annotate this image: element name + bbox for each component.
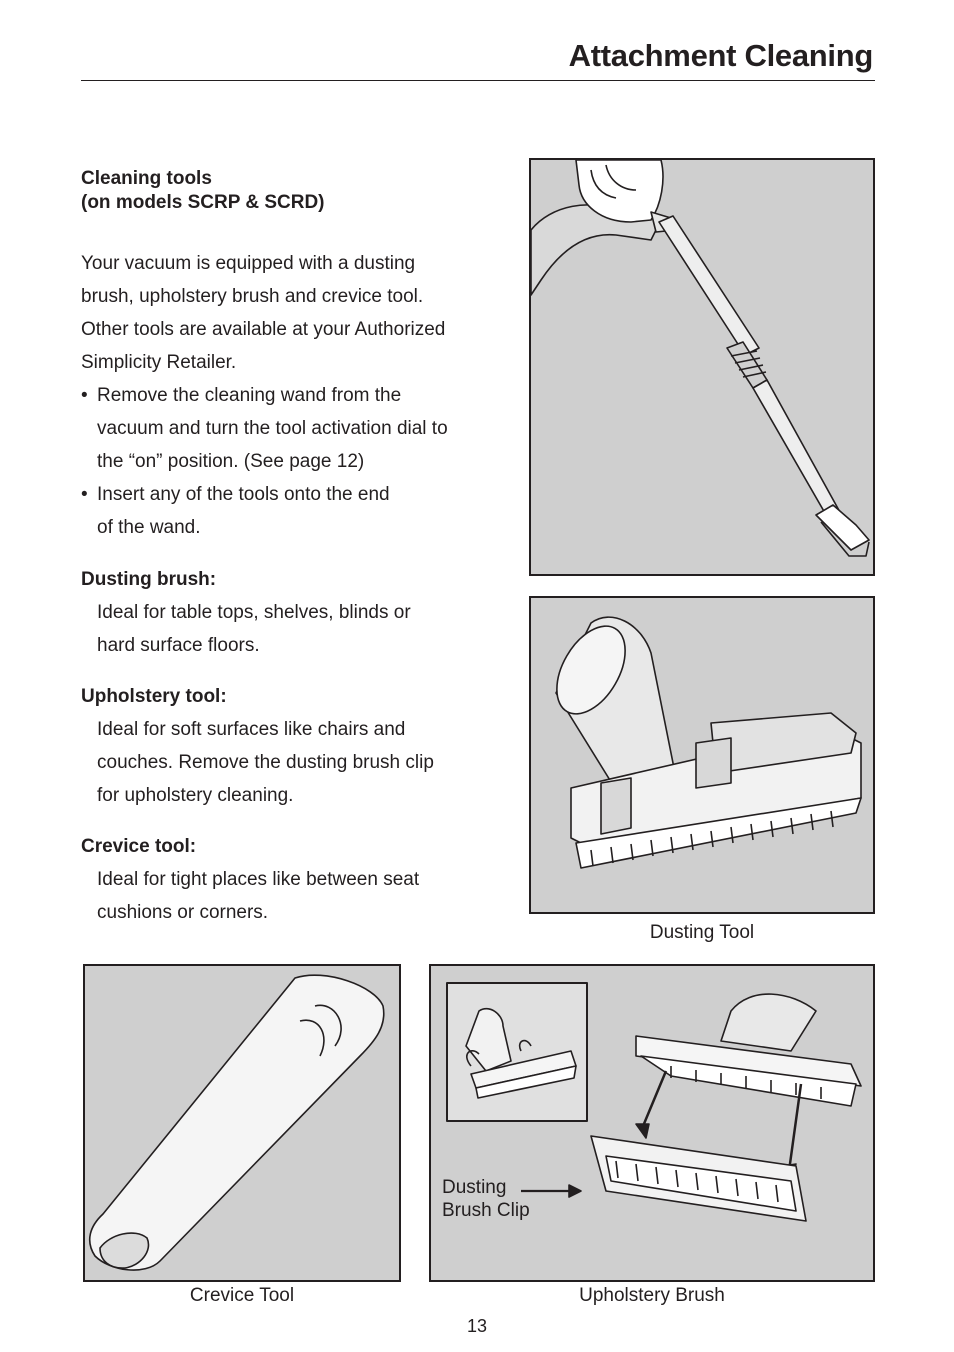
clip-label-line: Brush Clip — [442, 1200, 530, 1221]
section-line: cushions or corners. — [97, 902, 269, 923]
section-heading: Crevice tool: — [81, 836, 197, 857]
bullet-item — [81, 478, 501, 544]
section-heading: Upholstery tool: — [81, 686, 227, 707]
intro-heading-line: (on models SCRP & SCRD) — [81, 192, 325, 213]
bullet-line: vacuum and turn the tool activation dial to — [97, 418, 448, 439]
section-crevice-tool — [81, 830, 501, 929]
intro-line: brush, upholstery brush and crevice tool. — [81, 286, 424, 307]
bullet-item — [81, 379, 501, 478]
bullet-line: of the wand. — [97, 517, 201, 538]
bullet-line: the “on” position. (See page 12) — [97, 451, 365, 472]
intro-line: Your vacuum is equipped with a dusting — [81, 253, 416, 274]
clip-label — [442, 1176, 530, 1222]
section-upholstery-tool — [81, 680, 501, 812]
crevice-tool-illustration — [83, 964, 401, 1282]
dusting-tool-caption: Dusting Tool — [649, 922, 755, 943]
section-dusting-brush — [81, 563, 501, 662]
intro-block — [81, 167, 501, 544]
upholstery-brush-caption: Upholstery Brush — [579, 1285, 725, 1306]
bullet-dot: • — [81, 385, 88, 406]
page-number: 13 — [466, 1316, 488, 1336]
intro-heading — [81, 167, 501, 215]
upholstery-brush-illustration — [429, 964, 875, 1282]
section-line: Ideal for tight places like between seat — [97, 869, 420, 890]
section-line: for upholstery cleaning. — [97, 785, 294, 806]
clip-label-line: Dusting — [442, 1177, 507, 1198]
intro-line: Other tools are available at your Authorized — [81, 319, 446, 340]
bullet-line: Remove the cleaning wand from the — [97, 385, 402, 406]
bullet-dot: • — [81, 484, 88, 505]
section-line: Ideal for soft surfaces like chairs and — [97, 719, 406, 740]
dusting-tool-illustration — [529, 596, 875, 914]
intro-heading-line: Cleaning tools — [81, 168, 212, 189]
title-rule — [81, 80, 875, 81]
crevice-tool-caption: Crevice Tool — [189, 1285, 295, 1306]
intro-line: Simplicity Retailer. — [81, 352, 237, 373]
page-title: Attachment Cleaning — [568, 38, 873, 73]
section-line: couches. Remove the dusting brush clip — [97, 752, 434, 773]
section-line: Ideal for table tops, shelves, blinds or — [97, 602, 411, 623]
wand-illustration — [529, 158, 875, 576]
section-heading: Dusting brush: — [81, 569, 217, 590]
bullet-line: Insert any of the tools onto the end — [97, 484, 390, 505]
section-line: hard surface floors. — [97, 635, 260, 656]
